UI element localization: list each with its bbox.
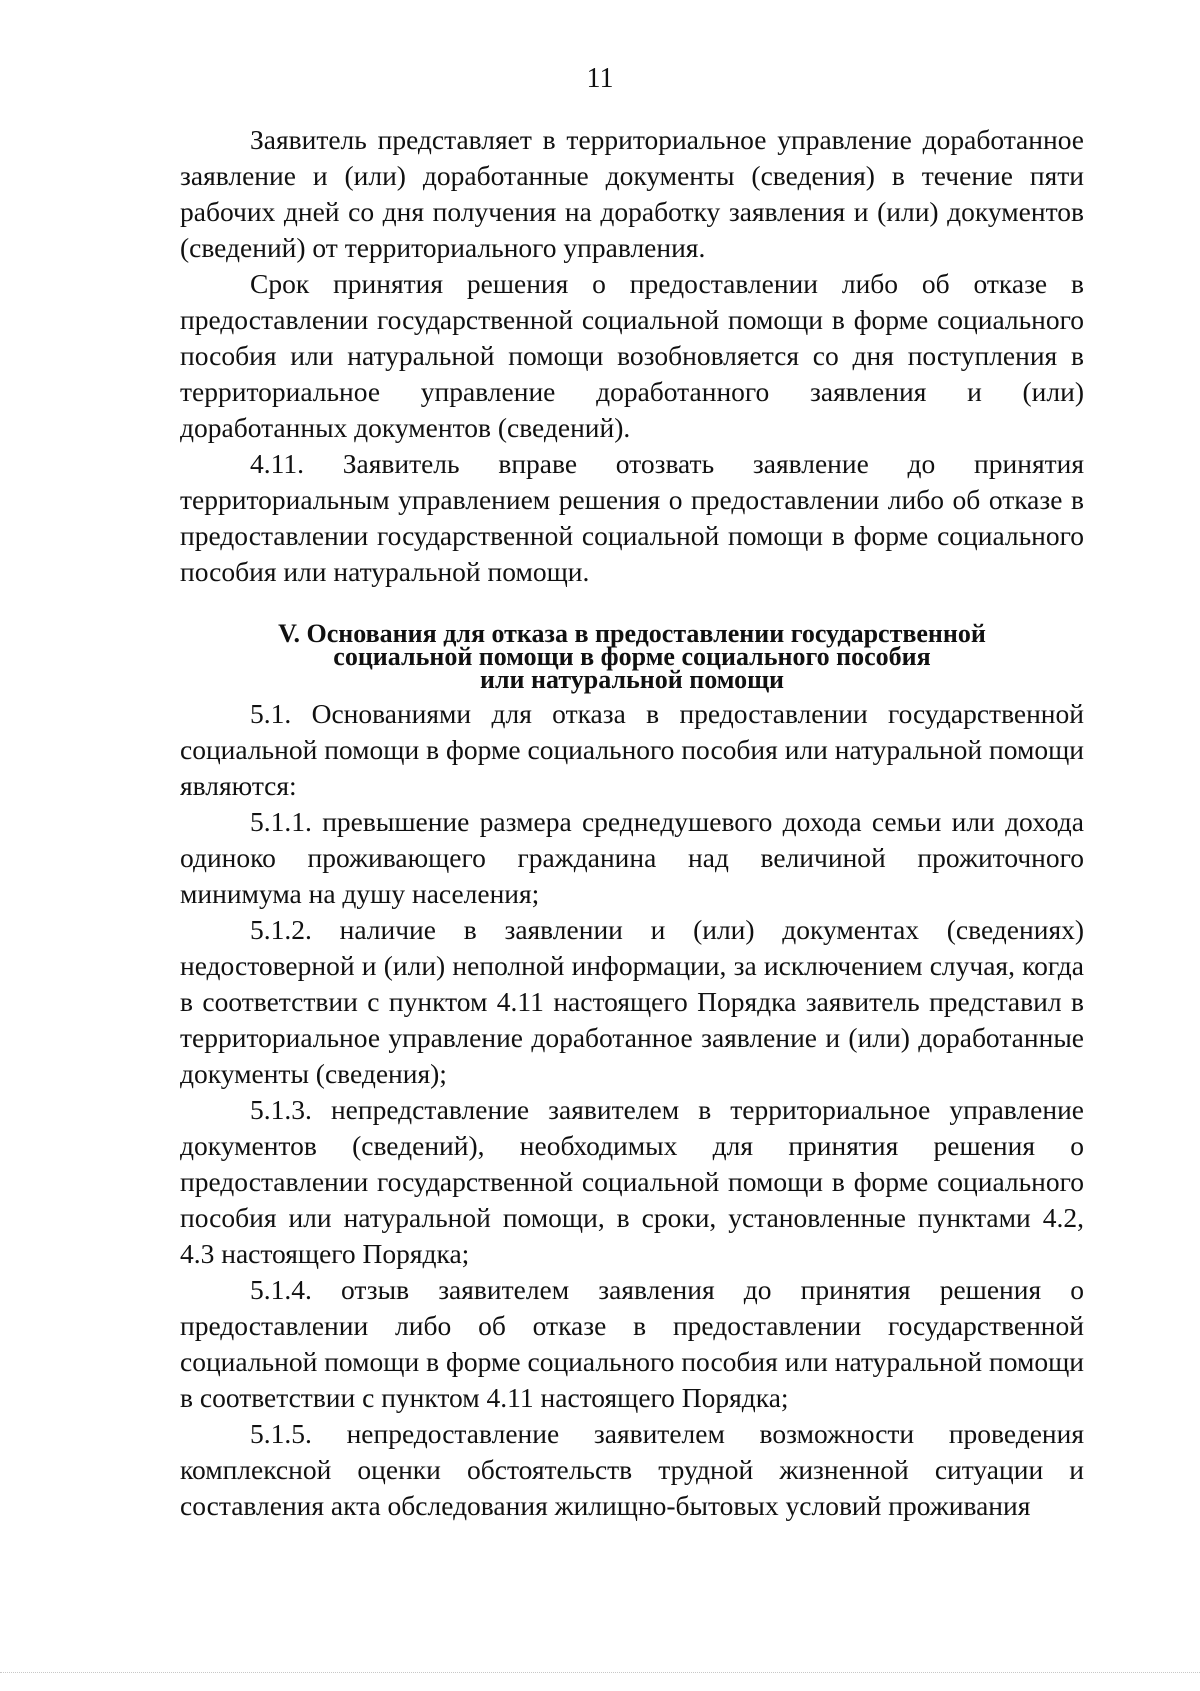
paragraph-5-1: 5.1. Основаниями для отказа в предоставлении государственной социальной помощи в форме социального пособия или натуральной помощи являются:: [180, 698, 1084, 801]
scan-edge-divider: [0, 1671, 1200, 1673]
section-heading-line: социальной помощи в форме социального пособия: [333, 642, 931, 671]
section-heading-line: или натуральной помощи: [479, 665, 785, 694]
paragraph-5-1-2: 5.1.2. наличие в заявлении и (или) документах (сведениях) недостоверной и (или) неполной информации, за исключением случая, когда в соответствии с пунктом 4.11 настоящего Порядка заявитель представил в территориальное управление доработанное заявление и (или) доработанные документы (сведения);: [180, 914, 1084, 1089]
text-block-lower: [180, 696, 1084, 1524]
paragraph-4-11: 4.11. Заявитель вправе отозвать заявление до принятия территориальным управлением решения о предоставлении либо об отказе в предоставлении государственной социальной помощи в форме социального пособия или натуральной помощи.: [180, 448, 1084, 587]
section-heading: [180, 619, 1084, 694]
paragraph: Срок принятия решения о предоставлении либо об отказе в предоставлении государственной социальной помощи в форме социального пособия или натуральной помощи возобновляется со дня поступления в территориальное управление доработанного заявления и (или) доработанных документов (сведений).: [180, 268, 1084, 443]
page-number: 11: [586, 63, 614, 94]
paragraph-5-1-1: 5.1.1. превышение размера среднедушевого дохода семьи или дохода одиноко проживающего гражданина над величиной прожиточного минимума на душу населения;: [180, 806, 1084, 909]
paragraph-5-1-3: 5.1.3. непредставление заявителем в территориальное управление документов (сведений), необходимых для принятия решения о предоставлении государственной социальной помощи в форме социального пособия или натуральной помощи, в сроки, установленные пунктами 4.2, 4.3 настоящего Порядка;: [180, 1094, 1084, 1269]
paragraph-5-1-4: 5.1.4. отзыв заявителем заявления до принятия решения о предоставлении либо об отказе в предоставлении государственной социальной помощи в форме социального пособия или натуральной помощи в соответствии с пунктом 4.11 настоящего Порядка;: [180, 1274, 1084, 1413]
text-block-upper: [180, 122, 1084, 590]
paragraph-5-1-5: 5.1.5. непредоставление заявителем возможности проведения комплексной оценки обстоятельств трудной жизненной ситуации и составления акта обследования жилищно-бытовых условий проживания: [180, 1418, 1084, 1521]
section-heading-line: V. Основания для отказа в предоставлении государственной: [278, 619, 986, 648]
paragraph: Заявитель представляет в территориальное управление доработанное заявление и (или) доработанные документы (сведения) в течение пяти рабочих дней со дня получения на доработку заявления и (или) документов (сведений) от территориального управления.: [180, 124, 1084, 263]
